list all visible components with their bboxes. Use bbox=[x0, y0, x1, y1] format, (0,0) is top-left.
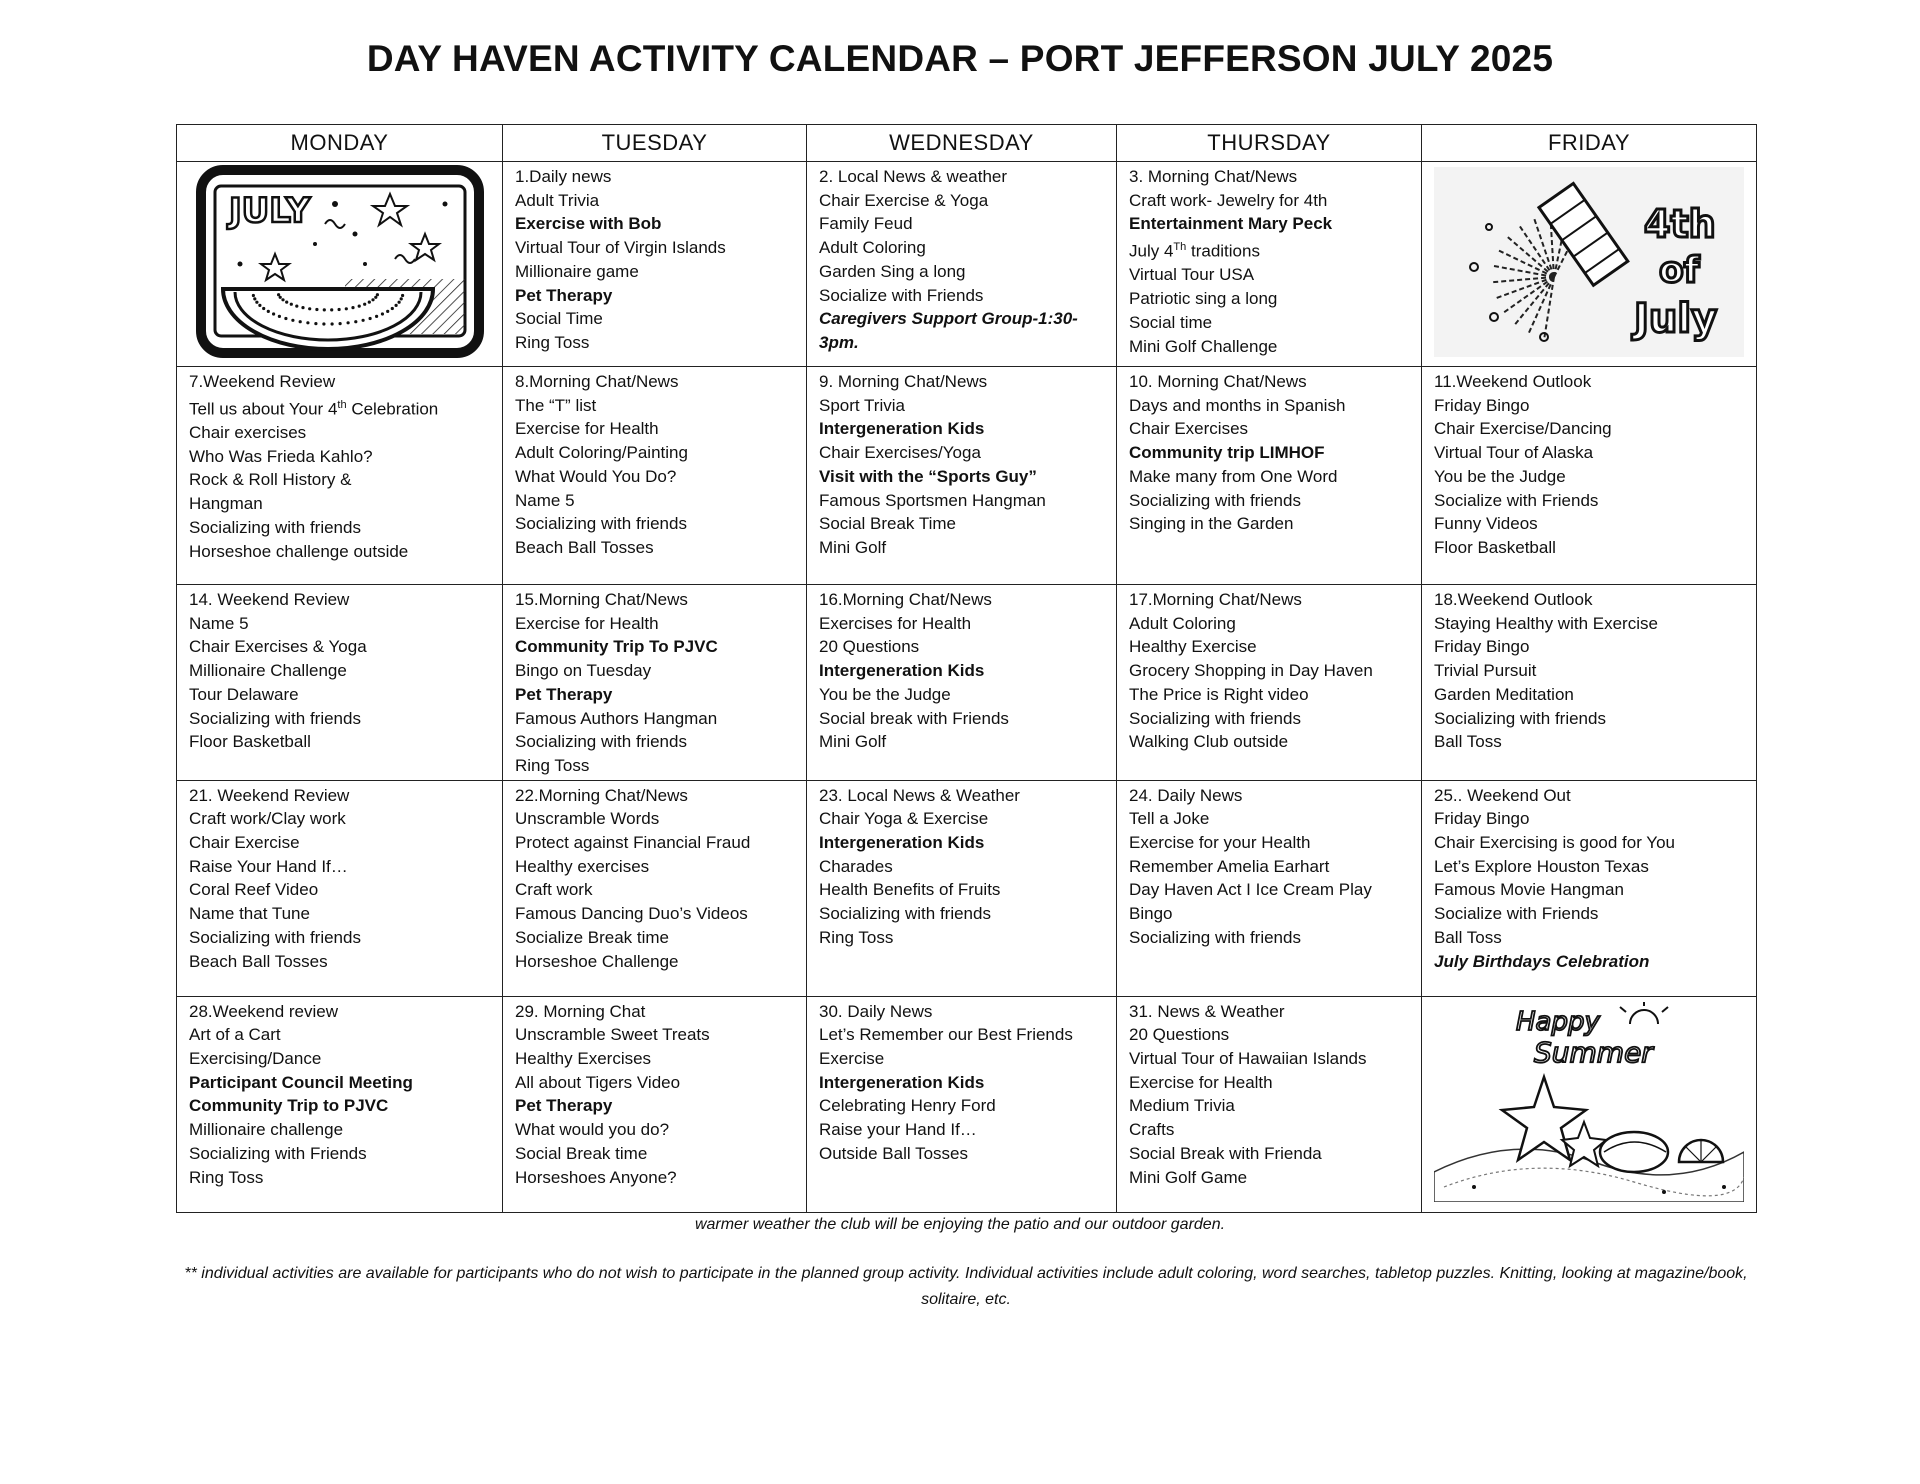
activity-item: Days and months in Spanish bbox=[1129, 395, 1346, 415]
activity-item: Make many from One Word bbox=[1129, 466, 1338, 486]
activity-item: Coral Reef Video bbox=[189, 880, 319, 900]
activity-item: Healthy exercises bbox=[515, 856, 650, 876]
activity-list bbox=[1422, 585, 1756, 756]
activity-item: Name 5 bbox=[189, 613, 249, 633]
activity-item: Exercising/Dance bbox=[189, 1049, 322, 1069]
activity-item: Exercise for Health bbox=[515, 613, 659, 633]
activity-item: Hangman bbox=[189, 494, 263, 514]
activity-item: Pet Therapy bbox=[515, 285, 613, 305]
activity-item: Grocery Shopping in Day Haven bbox=[1129, 661, 1373, 681]
activity-item: Singing in the Garden bbox=[1129, 514, 1294, 534]
activity-item: Socializing with friends bbox=[189, 708, 361, 728]
activity-item: Exercise for Health bbox=[1129, 1072, 1273, 1092]
day-date-heading: 22.Morning Chat/News bbox=[515, 785, 688, 805]
activity-list bbox=[503, 585, 806, 780]
activity-item: Craft work bbox=[515, 880, 593, 900]
activity-list bbox=[1117, 997, 1421, 1192]
day-date-heading: 14. Weekend Review bbox=[189, 590, 350, 609]
activity-item: Ball Toss bbox=[1434, 927, 1502, 947]
day-date-heading: 16.Morning Chat/News bbox=[819, 590, 992, 609]
day-date-heading: 9. Morning Chat/News bbox=[819, 372, 988, 391]
day-date-heading: 1.Daily news bbox=[515, 167, 612, 186]
header-thursday: THURSDAY bbox=[1117, 125, 1422, 162]
activity-item: Horseshoes Anyone? bbox=[515, 1167, 677, 1187]
activity-list bbox=[177, 997, 502, 1192]
activity-item: Craft work/Clay work bbox=[189, 809, 346, 829]
day-cell-thursday bbox=[1117, 162, 1422, 367]
day-date-heading: 8.Morning Chat/News bbox=[515, 372, 679, 391]
activity-text-tail: Celebration bbox=[346, 399, 439, 419]
activity-item: Walking Club outside bbox=[1129, 732, 1289, 752]
day-date-heading: 31. News & Weather bbox=[1129, 1001, 1285, 1021]
activity-item: Rock & Roll History & bbox=[189, 470, 352, 490]
activity-item: Trivial Pursuit bbox=[1434, 661, 1537, 681]
day-date-heading: 15.Morning Chat/News bbox=[515, 590, 688, 609]
july-art-text: July bbox=[1634, 295, 1718, 342]
day-date-heading: 7.Weekend Review bbox=[189, 372, 336, 391]
header-tuesday: TUESDAY bbox=[503, 125, 807, 162]
happy-summer-beach-clipart bbox=[1434, 1002, 1744, 1202]
day-cell-wednesday bbox=[807, 996, 1117, 1212]
activity-item: Famous Authors Hangman bbox=[515, 708, 718, 728]
activity-item: Unscramble Sweet Treats bbox=[515, 1025, 710, 1045]
activity-item: Social Break time bbox=[515, 1143, 648, 1163]
activity-item: Unscramble Words bbox=[515, 809, 660, 829]
header-wednesday: WEDNESDAY bbox=[807, 125, 1117, 162]
activity-item: Socializing with friends bbox=[1129, 708, 1301, 728]
of-art-text: of bbox=[1659, 249, 1700, 291]
activity-item: Millionaire challenge bbox=[189, 1120, 344, 1140]
activity-item bbox=[189, 394, 490, 421]
image-cell-friday bbox=[1422, 996, 1757, 1212]
activity-item: Community Trip to PJVC bbox=[189, 1096, 389, 1116]
week-row bbox=[177, 585, 1757, 781]
activity-item: Intergeneration Kids bbox=[819, 833, 985, 853]
activity-item: Patriotic sing a long bbox=[1129, 289, 1278, 309]
activity-item: Millionaire Challenge bbox=[189, 661, 347, 681]
activity-item: Name that Tune bbox=[189, 904, 310, 924]
activity-item: Socializing with friends bbox=[515, 732, 687, 752]
activity-text: July 4 bbox=[1129, 241, 1174, 261]
week-row bbox=[177, 162, 1757, 367]
activity-item: Beach Ball Tosses bbox=[515, 537, 654, 557]
july-art-text: JULY bbox=[228, 191, 310, 231]
activity-item: 20 Questions bbox=[1129, 1025, 1230, 1045]
activity-item: Socializing with friends bbox=[189, 517, 361, 537]
activity-item: Socializing with friends bbox=[1434, 708, 1606, 728]
activity-item: Ball Toss bbox=[1434, 732, 1502, 752]
activity-item: Adult Coloring bbox=[1129, 613, 1236, 633]
activity-item: Mini Golf Game bbox=[1129, 1167, 1248, 1187]
activity-item: Floor Basketball bbox=[1434, 537, 1556, 557]
day-date-heading: 18.Weekend Outlook bbox=[1434, 590, 1593, 609]
footnote-individual-activities: ** individual activities are available for participants who do not wish to participate in the planned group activity. Individual activities include adult coloring, word searches, tabletop puzzles. Knitting, looking at magazine/book, solitaire, etc. bbox=[184, 1265, 1748, 1308]
day-cell-tuesday bbox=[503, 162, 807, 367]
activity-item: You be the Judge bbox=[1434, 466, 1566, 486]
activity-list bbox=[1117, 781, 1421, 952]
activity-list bbox=[503, 367, 806, 562]
activity-item: Garden Meditation bbox=[1434, 684, 1574, 704]
activity-item: Ring Toss bbox=[819, 927, 894, 947]
ordinal-suffix: th bbox=[337, 398, 347, 411]
activity-item: Outside Ball Tosses bbox=[819, 1143, 968, 1163]
day-cell-thursday bbox=[1117, 996, 1422, 1212]
activity-item: Charades bbox=[819, 856, 893, 876]
day-cell-monday bbox=[177, 367, 503, 585]
day-date-heading: 25.. Weekend Out bbox=[1434, 785, 1571, 805]
activity-item: Horseshoe Challenge bbox=[515, 951, 679, 971]
activity-item: Virtual Tour of Alaska bbox=[1434, 443, 1594, 463]
fourth-art-text: 4th bbox=[1644, 201, 1716, 246]
activity-item: Exercise for your Health bbox=[1129, 833, 1311, 853]
day-cell-thursday bbox=[1117, 367, 1422, 585]
activity-item: The “T” list bbox=[515, 395, 597, 415]
summer-art-text: Summer bbox=[1534, 1035, 1653, 1069]
activity-item: Virtual Tour of Hawaiian Islands bbox=[1129, 1049, 1367, 1069]
activity-item: Famous Sportsmen Hangman bbox=[819, 490, 1046, 510]
footnote-weather: warmer weather the club will be enjoying the patio and our outdoor garden. bbox=[694, 1216, 1226, 1233]
activity-item: Social Break Time bbox=[819, 514, 956, 534]
day-cell-tuesday bbox=[503, 367, 807, 585]
activity-item: Art of a Cart bbox=[189, 1025, 281, 1045]
page-title: DAY HAVEN ACTIVITY CALENDAR – PORT JEFFERSON JULY 2025 bbox=[366, 38, 1554, 79]
activity-item: Chair Exercising is good for You bbox=[1434, 833, 1675, 853]
activity-item: 3pm. bbox=[819, 332, 859, 352]
activity-item: Social break with Friends bbox=[819, 708, 1009, 728]
activity-item: Virtual Tour of Virgin Islands bbox=[515, 238, 726, 258]
activity-item: Caregivers Support Group-1:30- bbox=[819, 309, 1078, 329]
activity-item: Health Benefits of Fruits bbox=[819, 880, 1001, 900]
weekday-header-row bbox=[177, 125, 1757, 162]
activity-item: All about Tigers Video bbox=[515, 1072, 681, 1092]
activity-item: Socialize with Friends bbox=[819, 285, 984, 305]
activity-item: Famous Dancing Duo’s Videos bbox=[515, 904, 748, 924]
activity-item: Bingo on Tuesday bbox=[515, 661, 652, 681]
activity-item: Mini Golf bbox=[819, 537, 887, 557]
activity-item: Ring Toss bbox=[189, 1167, 264, 1187]
activity-item: Millionaire game bbox=[515, 261, 639, 281]
activity-item: Friday Bingo bbox=[1434, 637, 1530, 657]
activity-list bbox=[503, 997, 806, 1192]
day-cell-tuesday bbox=[503, 780, 807, 996]
activity-item: Tell a Joke bbox=[1129, 809, 1210, 829]
activity-list bbox=[177, 367, 502, 565]
activity-list bbox=[1422, 367, 1756, 562]
activity-item: Raise your Hand If… bbox=[819, 1120, 977, 1140]
activity-item: Intergeneration Kids bbox=[819, 1072, 985, 1092]
day-date-heading: 3. Morning Chat/News bbox=[1129, 167, 1298, 186]
activity-item: Participant Council Meeting bbox=[189, 1072, 413, 1092]
day-date-heading: 23. Local News & Weather bbox=[819, 785, 1020, 805]
activity-item: Healthy Exercise bbox=[1129, 637, 1257, 657]
activity-item: Day Haven Act I Ice Cream Play bbox=[1129, 880, 1372, 900]
activity-list bbox=[807, 162, 1116, 357]
day-date-heading: 11.Weekend Outlook bbox=[1434, 372, 1592, 391]
activity-item: Chair Exercise & Yoga bbox=[819, 190, 989, 210]
day-cell-wednesday bbox=[807, 367, 1117, 585]
activity-item: Adult Trivia bbox=[515, 190, 600, 210]
activity-item: Name 5 bbox=[515, 490, 575, 510]
happy-art-text: Happy bbox=[1516, 1006, 1600, 1037]
activity-item: Healthy Exercises bbox=[515, 1049, 652, 1069]
activity-list bbox=[503, 781, 806, 976]
ordinal-suffix: Th bbox=[1173, 241, 1187, 254]
activity-list bbox=[177, 585, 502, 756]
activity-item: Exercise for Health bbox=[515, 419, 659, 439]
activity-item: Mini Golf Challenge bbox=[1129, 336, 1278, 356]
activity-item: Virtual Tour USA bbox=[1129, 265, 1255, 285]
activity-list bbox=[503, 162, 806, 357]
day-cell-wednesday bbox=[807, 585, 1117, 781]
activity-item: Entertainment Mary Peck bbox=[1129, 214, 1333, 234]
activity-item: Chair exercises bbox=[189, 423, 307, 443]
day-date-heading: 17.Morning Chat/News bbox=[1129, 590, 1302, 609]
header-friday: FRIDAY bbox=[1422, 125, 1757, 162]
activity-item: Staying Healthy with Exercise bbox=[1434, 613, 1658, 633]
day-cell-wednesday bbox=[807, 780, 1117, 996]
activity-list bbox=[1422, 781, 1756, 976]
activity-item: Garden Sing a long bbox=[819, 261, 966, 281]
activity-item: Exercises for Health bbox=[819, 613, 972, 633]
activity-item: Chair Exercise/Dancing bbox=[1434, 419, 1612, 439]
week-row bbox=[177, 996, 1757, 1212]
activity-item: Socialize with Friends bbox=[1434, 490, 1599, 510]
activity-item: Socializing with friends bbox=[515, 514, 687, 534]
activity-list bbox=[1117, 367, 1421, 538]
day-cell-friday bbox=[1422, 367, 1757, 585]
image-cell-friday bbox=[1422, 162, 1757, 367]
day-date-heading: 21. Weekend Review bbox=[189, 785, 350, 805]
activity-item: Socialize Break time bbox=[515, 927, 670, 947]
activity-item: Sport Trivia bbox=[819, 395, 905, 415]
activity-item: Funny Videos bbox=[1434, 514, 1538, 534]
activity-item: Exercise bbox=[819, 1049, 885, 1069]
activity-item: Chair Exercises & Yoga bbox=[189, 637, 367, 657]
activity-item: Socializing with friends bbox=[1129, 490, 1301, 510]
image-cell-monday bbox=[177, 162, 503, 367]
activity-item: Social Time bbox=[515, 309, 603, 329]
day-date-heading: 29. Morning Chat bbox=[515, 1001, 646, 1021]
activity-item: Chair Exercises/Yoga bbox=[819, 443, 981, 463]
activity-item: Famous Movie Hangman bbox=[1434, 880, 1624, 900]
activity-list bbox=[807, 367, 1116, 562]
activity-item: Family Feud bbox=[819, 214, 913, 234]
activity-item: Who Was Frieda Kahlo? bbox=[189, 446, 373, 466]
day-cell-tuesday bbox=[503, 996, 807, 1212]
activity-item: Social time bbox=[1129, 312, 1213, 332]
activity-item: Socialize with Friends bbox=[1434, 904, 1599, 924]
activity-item: Community trip LIMHOF bbox=[1129, 443, 1325, 463]
activity-item bbox=[1129, 236, 1409, 263]
activity-item: Ring Toss bbox=[515, 332, 590, 352]
activity-item: What would you do? bbox=[515, 1120, 670, 1140]
activity-item: Intergeneration Kids bbox=[819, 661, 985, 681]
day-cell-wednesday bbox=[807, 162, 1117, 367]
activity-item: Crafts bbox=[1129, 1120, 1175, 1140]
activity-item: Raise Your Hand If… bbox=[189, 856, 348, 876]
activity-item: Horseshoe challenge outside bbox=[189, 541, 409, 561]
activity-item: Mini Golf bbox=[819, 732, 887, 752]
day-cell-tuesday bbox=[503, 585, 807, 781]
activity-item: Adult Coloring bbox=[819, 238, 926, 258]
day-date-heading: 28.Weekend review bbox=[189, 1001, 338, 1021]
header-monday: MONDAY bbox=[177, 125, 503, 162]
activity-item: Tour Delaware bbox=[189, 684, 299, 704]
activity-item: Beach Ball Tosses bbox=[189, 951, 328, 971]
week-row bbox=[177, 780, 1757, 996]
activity-list bbox=[807, 997, 1116, 1168]
activity-item: You be the Judge bbox=[819, 684, 951, 704]
activity-item: Floor Basketball bbox=[189, 732, 311, 752]
activity-item: The Price is Right video bbox=[1129, 684, 1309, 704]
activity-item: Craft work- Jewelry for 4th bbox=[1129, 190, 1328, 210]
activity-item: Visit with the “Sports Guy” bbox=[819, 466, 1037, 486]
activity-list bbox=[1117, 162, 1421, 360]
activity-calendar bbox=[176, 124, 1757, 1213]
activity-text: Tell us about Your 4 bbox=[189, 399, 338, 419]
activity-item: Celebrating Henry Ford bbox=[819, 1096, 996, 1116]
day-date-heading: 2. Local News & weather bbox=[819, 167, 1008, 186]
activity-item: 20 Questions bbox=[819, 637, 920, 657]
activity-item: Social Break with Frienda bbox=[1129, 1143, 1322, 1163]
activity-item: Ring Toss bbox=[515, 755, 590, 775]
activity-item: Adult Coloring/Painting bbox=[515, 443, 688, 463]
activity-item: Friday Bingo bbox=[1434, 395, 1530, 415]
activity-item: Community Trip To PJVC bbox=[515, 637, 718, 657]
day-cell-monday bbox=[177, 996, 503, 1212]
activity-item: What Would You Do? bbox=[515, 466, 677, 486]
activity-list bbox=[177, 781, 502, 976]
activity-item: Medium Trivia bbox=[1129, 1096, 1235, 1116]
activity-list bbox=[807, 585, 1116, 756]
activity-item: Intergeneration Kids bbox=[819, 419, 985, 439]
activity-item: Chair Exercises bbox=[1129, 419, 1249, 439]
activity-item: July Birthdays Celebration bbox=[1434, 951, 1650, 971]
activity-item: Socializing with friends bbox=[189, 927, 361, 947]
activity-item: Remember Amelia Earhart bbox=[1129, 856, 1330, 876]
day-date-heading: 30. Daily News bbox=[819, 1001, 933, 1021]
day-cell-monday bbox=[177, 585, 503, 781]
activity-item: Socializing with friends bbox=[1129, 927, 1301, 947]
activity-list bbox=[807, 781, 1116, 952]
activity-item: Socializing with friends bbox=[819, 904, 991, 924]
activity-item: Let’s Explore Houston Texas bbox=[1434, 856, 1649, 876]
day-cell-monday bbox=[177, 780, 503, 996]
day-cell-friday bbox=[1422, 585, 1757, 781]
day-cell-thursday bbox=[1117, 780, 1422, 996]
week-row bbox=[177, 367, 1757, 585]
day-cell-thursday bbox=[1117, 585, 1422, 781]
activity-item: Protect against Financial Fraud bbox=[515, 833, 751, 853]
activity-text-tail: traditions bbox=[1186, 241, 1260, 261]
activity-item: Pet Therapy bbox=[515, 684, 613, 704]
activity-item: Let’s Remember our Best Friends bbox=[819, 1025, 1073, 1045]
activity-item: Bingo bbox=[1129, 904, 1173, 924]
activity-item: Socializing with Friends bbox=[189, 1143, 367, 1163]
day-cell-friday bbox=[1422, 780, 1757, 996]
july-watermelon-clipart bbox=[195, 164, 485, 359]
activity-item: Chair Exercise bbox=[189, 833, 300, 853]
activity-list bbox=[1117, 585, 1421, 756]
activity-item: Pet Therapy bbox=[515, 1096, 613, 1116]
activity-item: Exercise with Bob bbox=[515, 214, 662, 234]
day-date-heading: 10. Morning Chat/News bbox=[1129, 372, 1307, 391]
activity-item: Chair Yoga & Exercise bbox=[819, 809, 989, 829]
day-date-heading: 24. Daily News bbox=[1129, 785, 1243, 805]
activity-item: Friday Bingo bbox=[1434, 809, 1530, 829]
fourth-of-july-firecracker-clipart bbox=[1434, 167, 1744, 357]
